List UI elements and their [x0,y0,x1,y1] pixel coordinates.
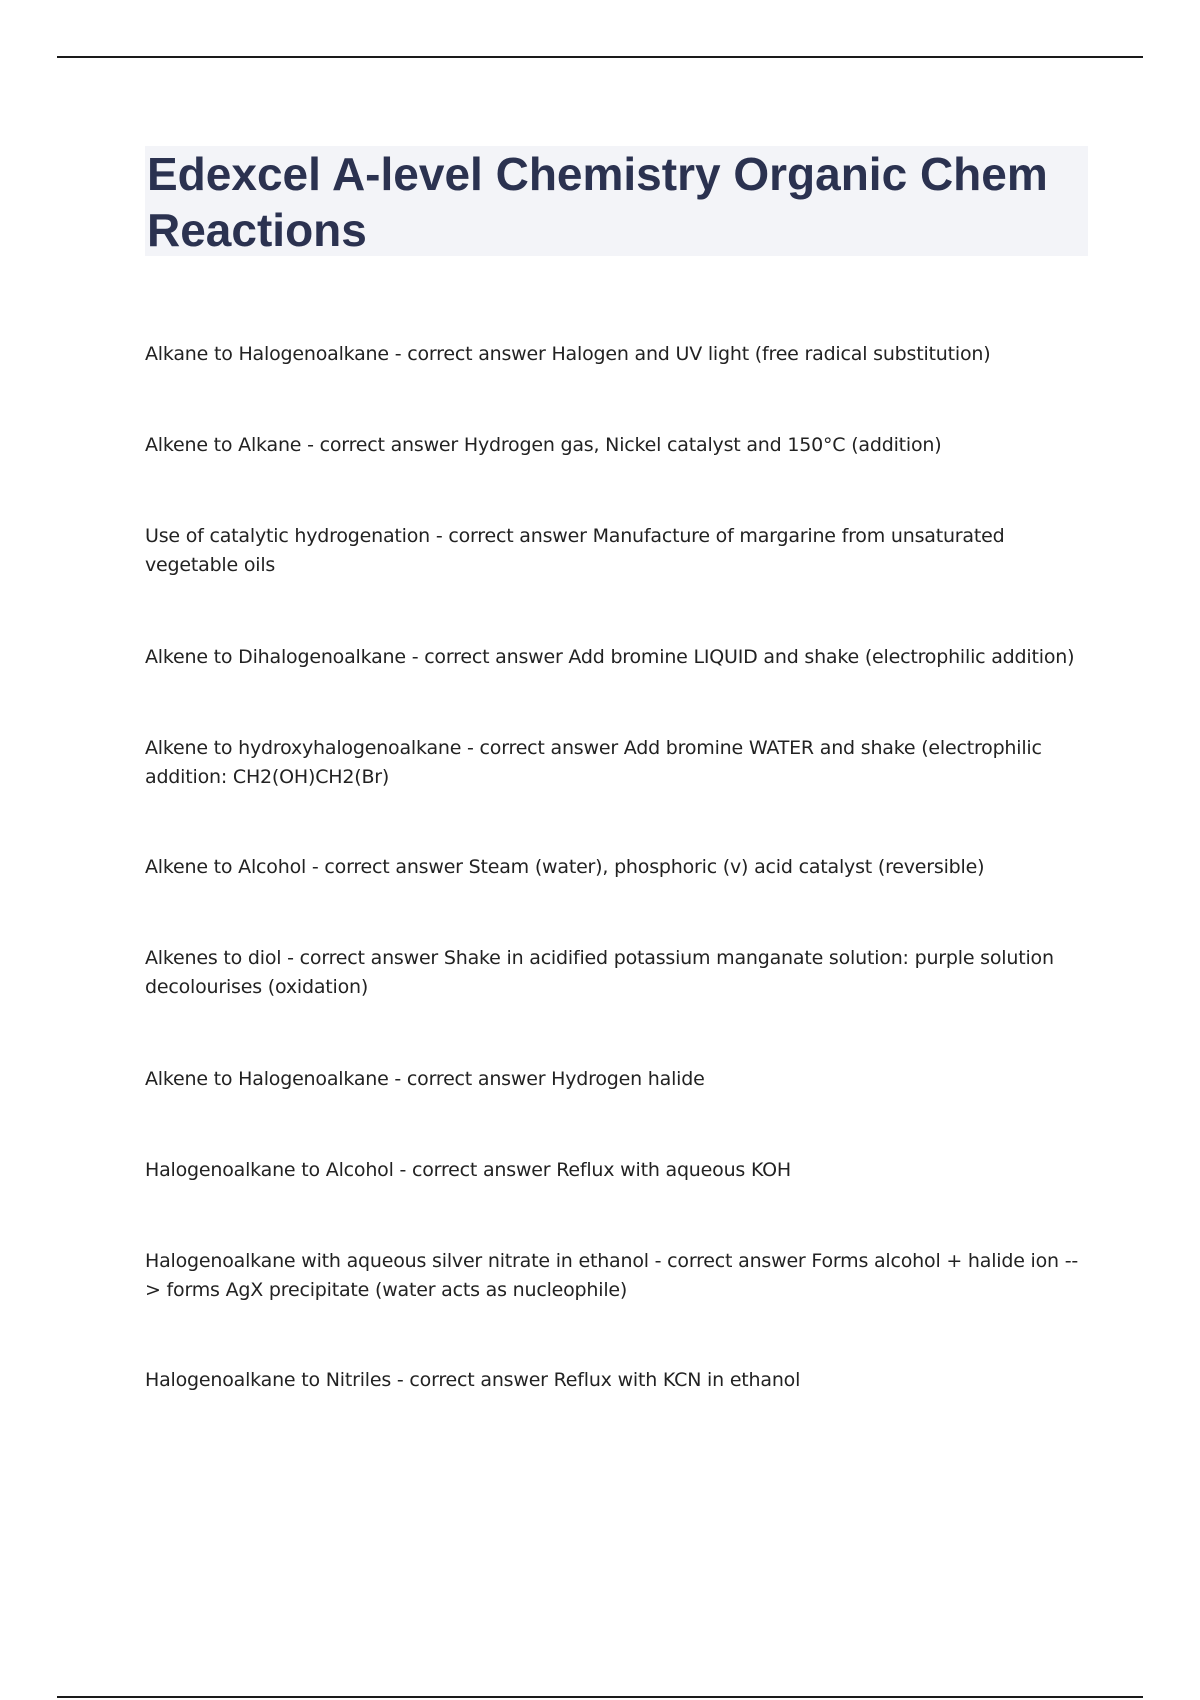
page-title: Edexcel A-level Chemistry Organic Chem Reactions [147,148,1048,256]
list-item: Use of catalytic hydrogenation - correct answer Manufacture of margarine from unsaturated vegetable oils [145,525,1005,576]
list-item: Alkane to Halogenoalkane - correct answer Halogen and UV light (free radical substitution) [145,343,991,365]
list-item: Alkene to Alcohol - correct answer Steam (water), phosphoric (v) acid catalyst (reversible) [145,856,985,878]
list-item: Halogenoalkane with aqueous silver nitrate in ethanol - correct answer Forms alcohol + halide ion --> forms AgX precipitate (water acts as nucleophile) [145,1250,1079,1301]
list-item: Alkene to Alkane - correct answer Hydrogen gas, Nickel catalyst and 150°C (addition) [145,434,942,456]
header-rule [57,56,1143,58]
list-item: Alkenes to diol - correct answer Shake in acidified potassium manganate solution: purple solution decolourises (oxidation) [145,947,1054,998]
title-block [145,146,1088,256]
list-item: Alkene to Halogenoalkane - correct answer Hydrogen halide [145,1068,705,1090]
list-item: Alkene to Dihalogenoalkane - correct answer Add bromine LIQUID and shake (electrophilic addition) [145,646,1075,668]
list-item: Halogenoalkane to Alcohol - correct answer Reflux with aqueous KOH [145,1159,792,1181]
list-item: Halogenoalkane to Nitriles - correct answer Reflux with KCN in ethanol [145,1369,801,1391]
list-item: Alkene to hydroxyhalogenoalkane - correct answer Add bromine WATER and shake (electrophilic addition: CH2(OH)CH2(Br) [145,737,1042,788]
footer-rule [57,1696,1143,1698]
